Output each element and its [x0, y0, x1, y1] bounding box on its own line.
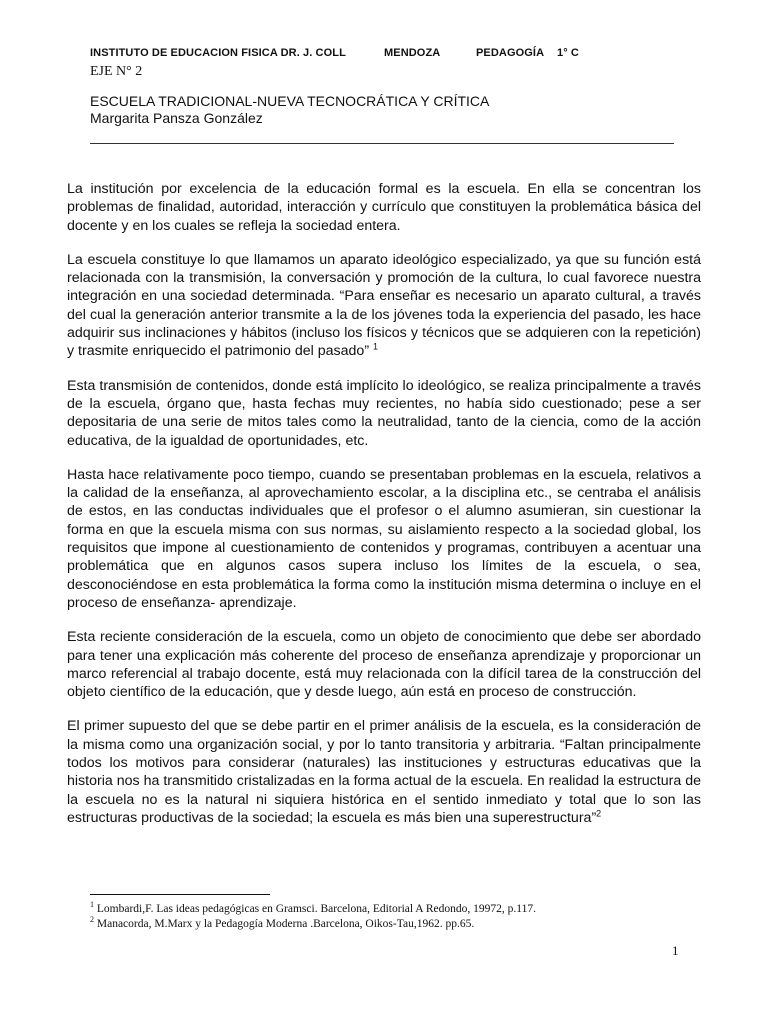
institute-name: INSTITUTO DE EDUCACION FISICA DR. J. COLL — [90, 47, 346, 59]
title-divider — [90, 143, 674, 144]
footnote-ref[interactable]: 2 — [596, 808, 602, 819]
paragraph: Esta transmisión de contenidos, donde está implícito lo ideológico, se realiza principalmente a través de la escuela, órgano que, hasta fechas muy recientes, no había sido cuestionado; pese a ser depositaria de una serie de mitos tales como la neutralidad, tanto de la ciencia, como de la acción educativa, de la igualdad de oportunidades, etc. — [67, 377, 701, 449]
paragraph: Hasta hace relativamente poco tiempo, cuando se presentaban problemas en la escuela, relativos a la calidad de la enseñanza, al aprovechamiento escolar, a la disciplina etc., se centraba el análisis de estos, en las conductas individuales que el profesor o el alumno asumieran, sin cuestionar la forma en que la escuela misma con sus normas, su aislamiento respecto a la sociedad global, los requisitos que impone al cuestionamiento de contenidos y programas, contribuyen a acentuar una problemática que en algunos casos supera incluso los límites de la escuela, o sea, desconociéndose en esta problemática la forma como la institución misma determina o incluye en el proceso de enseñanza- aprendizaje. — [67, 466, 701, 611]
footnote-divider — [90, 894, 270, 895]
footnote: $^2$ Manacorda, M.Marx y la Pedagogía Moderna .Barcelona, Oikos-Tau,1962. pp.65. — [90, 915, 475, 930]
page-number: 1 — [672, 943, 679, 958]
document-title: ESCUELA TRADICIONAL-NUEVA TECNOCRÁTICA Y CRÍTICA — [90, 93, 490, 109]
footnote-ref[interactable]: 1 — [373, 341, 379, 352]
document-author: Margarita Pansza González — [90, 110, 263, 126]
paragraph: Esta reciente consideración de la escuela, como un objeto de conocimiento que debe ser abordado para tener una explicación más coherente del proceso de enseñanza aprendizaje y proporcionar un marco referencial al trabajo docente, está muy relacionada con la difícil tarea de la construcción del objeto científico de la educación, que y desde luego, aún está en proceso de construcción. — [67, 629, 701, 701]
eje-label: EJE N° 2 — [90, 64, 143, 79]
footnotes — [90, 902, 536, 932]
city-name: MENDOZA — [384, 47, 441, 59]
paragraph: La institución por excelencia de la educación formal es la escuela. En ella se concentran los problemas de finalidad, autoridad, interacción y currículo que constituyen la problemática básica del docente y en los cuales se refleja la sociedad entera. — [67, 181, 701, 234]
body-text — [67, 180, 701, 843]
subject-name: PEDAGOGÍA — [476, 47, 545, 59]
course-name: 1° C — [557, 47, 579, 59]
footnote: $^1$ Lombardi,F. Las ideas pedagógicas en Gramsci. Barcelona, Editorial A Redondo, 19972, p.117. — [90, 900, 536, 915]
paragraph: La escuela constituye lo que llamamos un aparato ideológico especializado, ya que su función está relacionada con la transmisión, la conversación y promoción de la cultura, lo cual favorece nuestra integración en una sociedad determinada. “Para enseñar es necesario un aparato cultural, a través del cual la generación anterior transmite a la de los jóvenes toda la experiencia del pasado, les hace adquirir sus inclinaciones y hábitos (incluso los físicos y técnicos que se adquieren con la repetición) y trasmite enriquecido el patrimonio del pasado” $^1$ — [67, 251, 701, 360]
paragraph: El primer supuesto del que se debe partir en el primer análisis de la escuela, es la consideración de la misma como una organización social, y por lo tanto transitoria y arbitraria. “Faltan principalmente todos los motivos para considerar (naturales) las instituciones y estructuras educativas que la historia nos ha transmitido cristalizadas en la forma actual de la escuela. En realidad la estructura de la escuela no es la natural ni siquiera histórica en el sentido inmediato y total que lo son las estructuras productivas de la sociedad; la escuela es más bien una superestructura”$^2$ — [67, 718, 701, 826]
title-block — [90, 93, 489, 127]
